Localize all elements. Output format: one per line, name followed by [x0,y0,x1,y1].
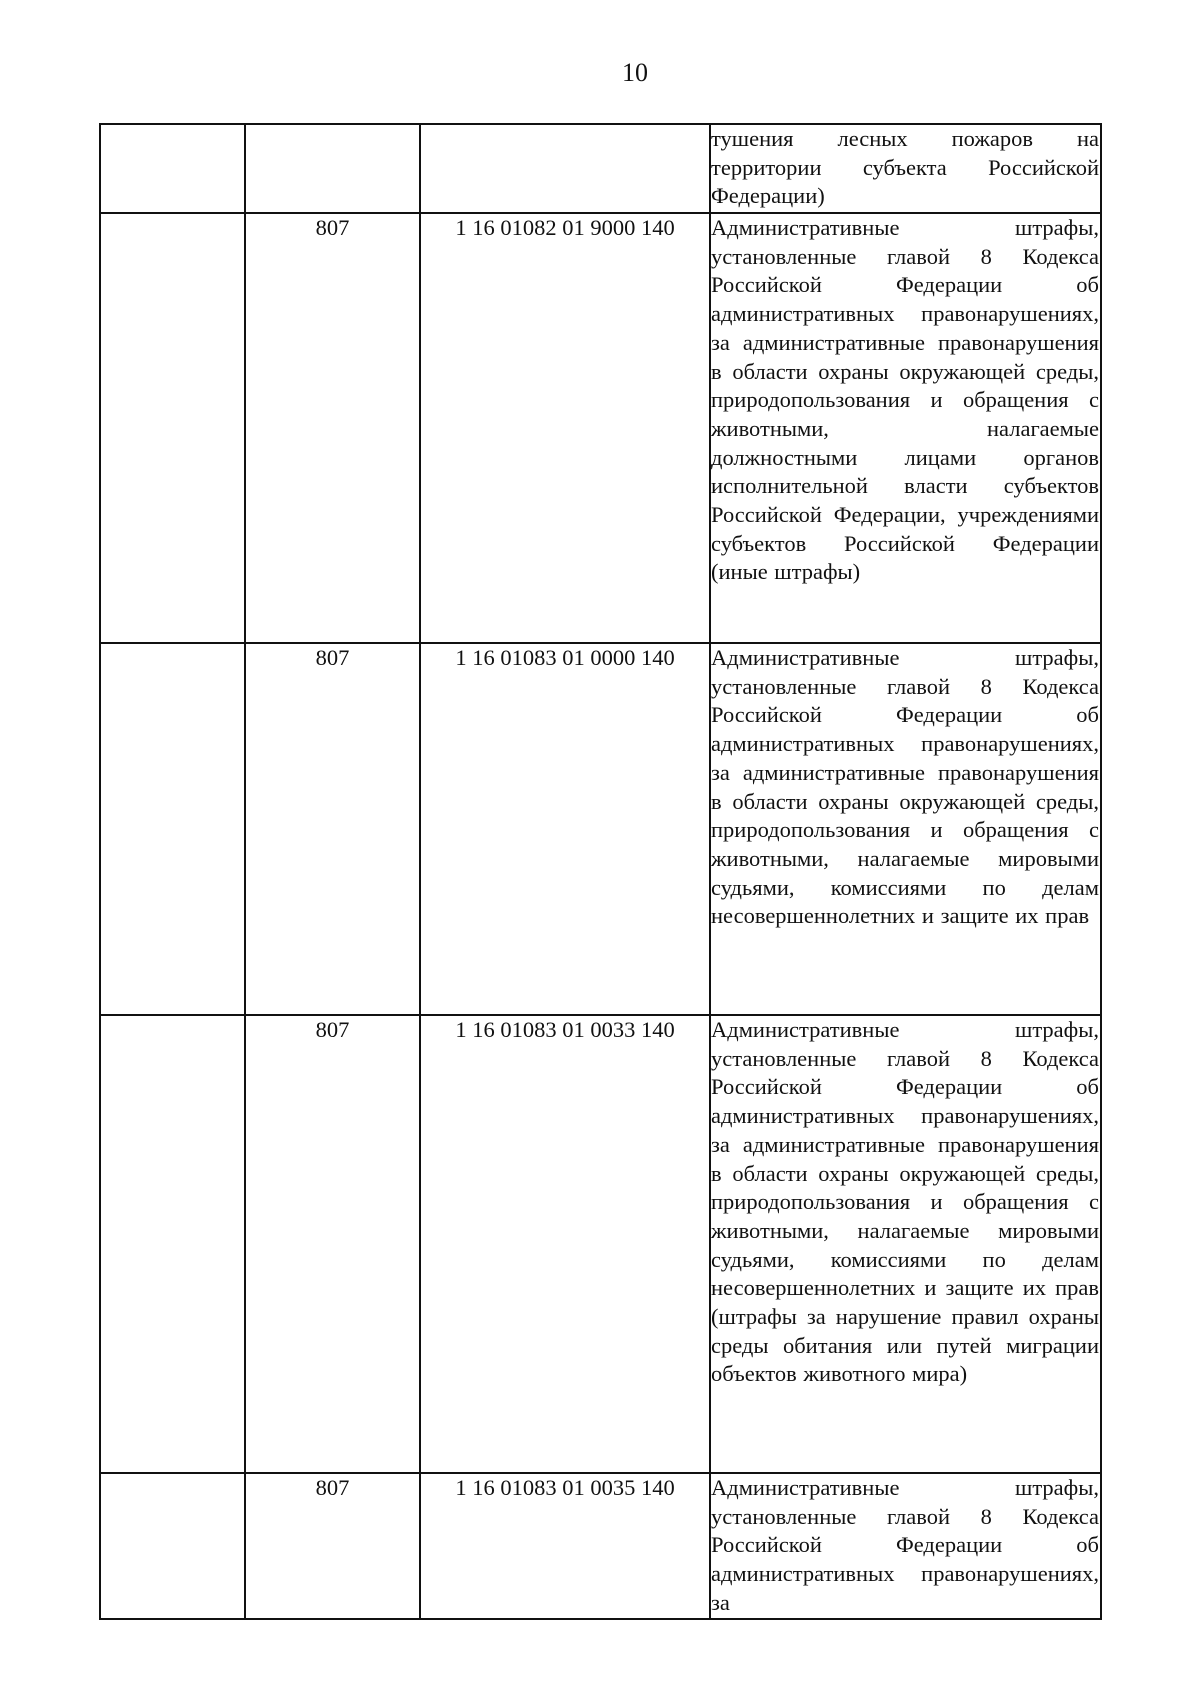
empty-cell [100,1473,245,1619]
kbk-code-cell [420,124,710,213]
table-row [100,1473,1101,1619]
table-row [100,124,1101,213]
description-cell: Административные штрафы, установленные главой 8 Кодекса Российской Федерации об административных правонарушениях, за [710,1473,1101,1619]
empty-cell [100,124,245,213]
kbk-code-cell: 1 16 01083 01 0033 140 [420,1015,710,1473]
admin-code-cell [245,124,420,213]
table-row [100,643,1101,1015]
description-cell: Административные штрафы, установленные главой 8 Кодекса Российской Федерации об административных правонарушениях, за административные правонарушения в области охраны окружающей среды, природопользования и обращения с животными, налагаемые мировыми судьями, комиссиями по делам несовершеннолетних и защите их прав [710,643,1101,1015]
kbk-code-cell: 1 16 01082 01 9000 140 [420,213,710,643]
admin-code-cell: 807 [245,1473,420,1619]
description-cell: Административные штрафы, установленные главой 8 Кодекса Российской Федерации об административных правонарушениях, за административные правонарушения в области охраны окружающей среды, природопользования и обращения с животными, налагаемые мировыми судьями, комиссиями по делам несовершеннолетних и защите их прав (штрафы за нарушение правил охраны среды обитания или путей миграции объектов животного мира) [710,1015,1101,1473]
kbk-code-cell: 1 16 01083 01 0035 140 [420,1473,710,1619]
page-number: 10 [622,58,648,87]
description-cell: Административные штрафы, установленные главой 8 Кодекса Российской Федерации об административных правонарушениях, за административные правонарушения в области охраны окружающей среды, природопользования и обращения с животными, налагаемые должностными лицами органов исполнительной власти субъектов Российской Федерации, учреждениями субъектов Российской Федерации (иные штрафы) [710,213,1101,643]
admin-code-cell: 807 [245,643,420,1015]
admin-code-cell: 807 [245,1015,420,1473]
kbk-code-cell: 1 16 01083 01 0000 140 [420,643,710,1015]
description-cell: тушения лесных пожаров на территории субъекта Российской Федерации) [710,124,1101,213]
table-row [100,1015,1101,1473]
empty-cell [100,213,245,643]
empty-cell [100,1015,245,1473]
empty-cell [100,643,245,1015]
table-row [100,213,1101,643]
admin-code-cell: 807 [245,213,420,643]
budget-codes-table [99,123,1102,1620]
